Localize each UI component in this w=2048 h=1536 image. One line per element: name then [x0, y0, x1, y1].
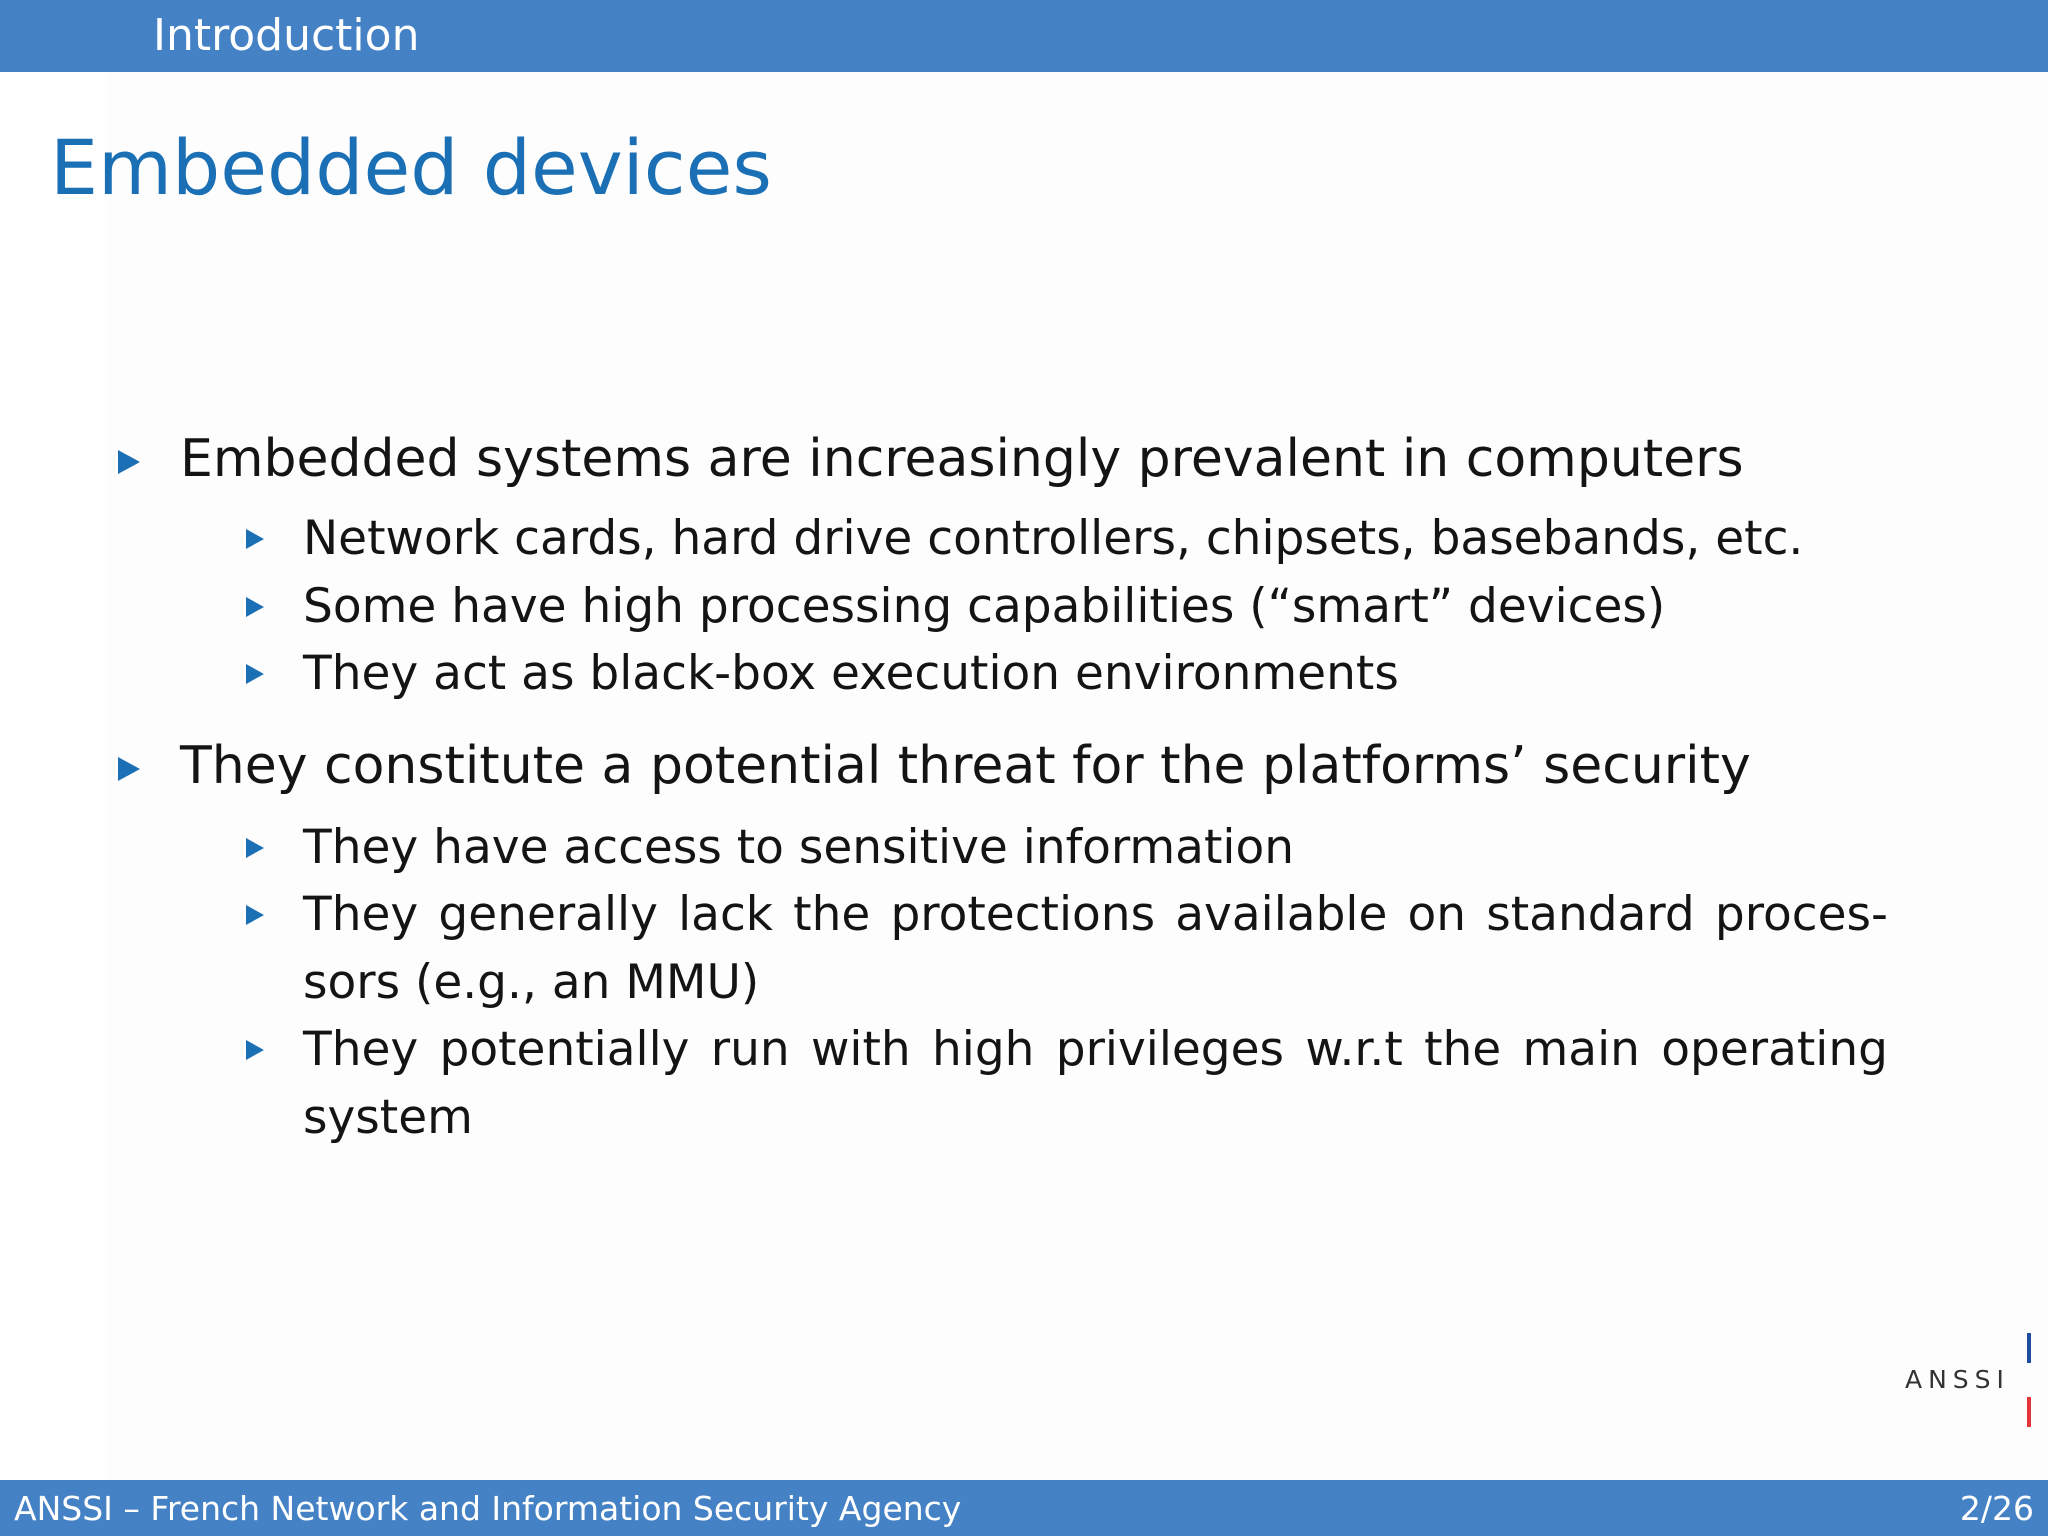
sub-list-item: Network cards, hard drive controllers, chipsets, basebands, etc.: [303, 511, 1804, 566]
list-item: Embedded systems are increasingly prevalent in computers: [180, 429, 1744, 489]
sub-list-item: They generally lack the protections available on standard proces-sors (e.g., an MMU): [303, 887, 1888, 1010]
sub-bullet-icon: [246, 838, 264, 858]
sub-bullet-icon: [246, 529, 264, 549]
footer-organization: ANSSI – French Network and Information Security Agency: [14, 1489, 962, 1528]
sub-bullet-icon: [246, 905, 264, 925]
sub-bullet-icon: [246, 664, 264, 684]
section-header-bar: [0, 0, 2048, 72]
logo-blue-bar: [2027, 1333, 2031, 1363]
sub-bullet-icon: [246, 597, 264, 617]
sub-list-item: They have access to sensitive information: [303, 820, 1295, 875]
footer-bar: [0, 1480, 2048, 1536]
frame-title: Embedded devices: [50, 123, 772, 212]
sub-list-item: Some have high processing capabilities (“smart” devices): [303, 579, 1666, 634]
anssi-logo: [1905, 1325, 2035, 1435]
sub-bullet-icon: [246, 1040, 264, 1060]
page-number: 2/26: [1959, 1489, 2034, 1528]
sub-list-item: They potentially run with high privileges w.r.t the main operating system: [303, 1022, 1888, 1145]
bullet-icon: [118, 757, 140, 781]
sub-list-item: They act as black-box execution environments: [303, 646, 1399, 701]
section-title: Introduction: [153, 10, 420, 61]
logo-text: ANSSI: [1905, 1365, 2010, 1394]
logo-red-bar: [2027, 1397, 2031, 1427]
bullet-icon: [118, 450, 140, 474]
list-item: They constitute a potential threat for the platforms’ security: [180, 736, 1751, 796]
